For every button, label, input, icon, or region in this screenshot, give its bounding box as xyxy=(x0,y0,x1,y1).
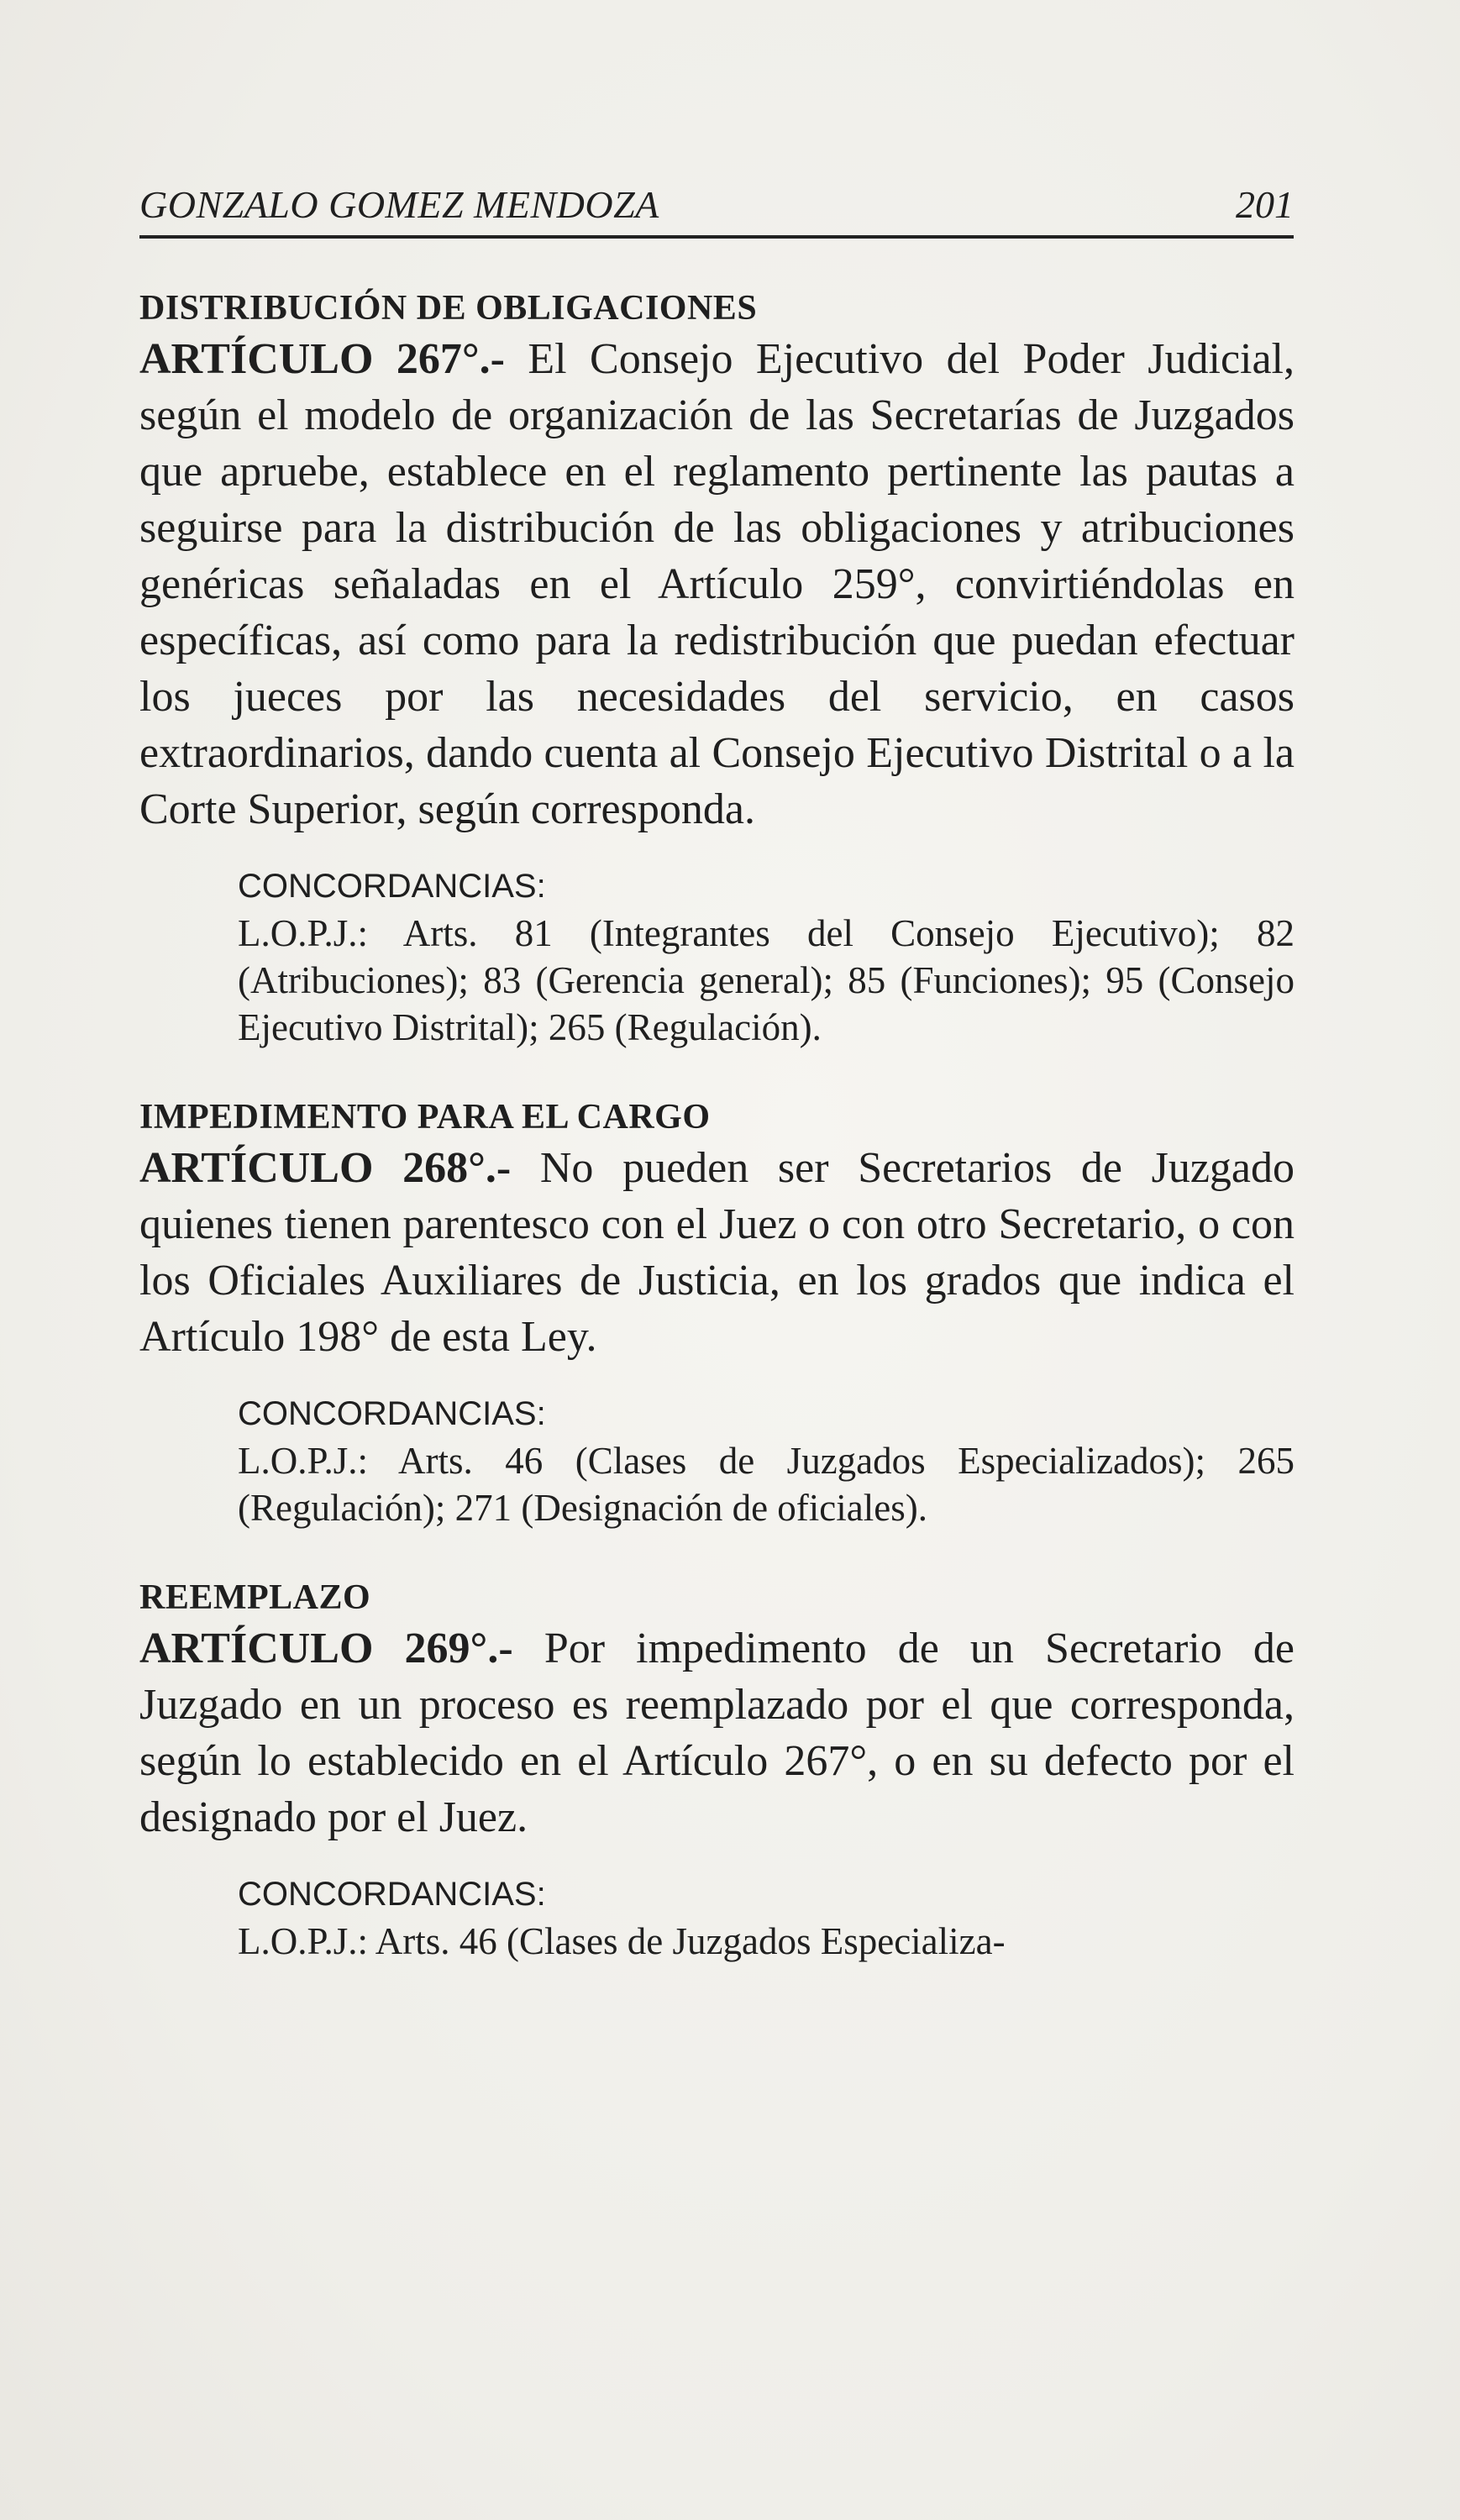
article-268 xyxy=(139,1140,1295,1365)
concordancias-label: CONCORDANCIAS: xyxy=(238,868,546,905)
article-label: ARTÍCULO 268°.- xyxy=(139,1144,512,1192)
article-label: ARTÍCULO 267°.- xyxy=(139,335,505,383)
concordancias-text: L.O.P.J.: Arts. 46 (Clases de Juzgados Especializados); 265 (Regulación); 271 (Designación de oficiales). xyxy=(238,1440,1295,1529)
page-number: 201 xyxy=(1236,183,1294,226)
article-text: Por impedimento de un Secretario de Juzgado en un proceso es reemplazado por el que corresponda, según lo establecido en el Artículo 267°, o en su defecto por el designado por el Juez. xyxy=(139,1625,1295,1841)
page-content xyxy=(139,286,1295,1965)
section-reemplazo xyxy=(139,1575,1295,1965)
section-heading: DISTRIBUCIÓN DE OBLIGACIONES xyxy=(139,289,758,328)
section-heading: IMPEDIMENTO PARA EL CARGO xyxy=(139,1098,711,1137)
article-label: ARTÍCULO 269°.- xyxy=(139,1625,513,1672)
article-text: No pueden ser Secretarios de Juzgado quienes tienen parentesco con el Juez o con otro Secretario, o con los Oficiales Auxiliares de Justicia, en los grados que indica el Artículo 198° de esta Ley. xyxy=(139,1144,1295,1361)
concordancias-block xyxy=(139,863,1295,1051)
concordancias-label: CONCORDANCIAS: xyxy=(238,1395,546,1432)
article-text: El Consejo Ejecutivo del Poder Judicial, según el modelo de organización de las Secretarías de Juzgados que apruebe, establece en el reglamento pertinente las pautas a seguirse para la distribución de las obligaciones y atribuciones genéricas señaladas en el Artículo 259°, convirtiéndolas en específicas, así como para la redistribución que puedan efectuar los jueces por las necesidades del servicio, en casos extraordinarios, dando cuenta al Consejo Ejecutivo Distrital o a la Corte Superior, según corresponda. xyxy=(139,335,1295,833)
concordancias-text: L.O.P.J.: Arts. 81 (Integrantes del Consejo Ejecutivo); 82 (Atribuciones); 83 (Gerencia general); 85 (Funciones); 95 (Consejo Ejecutivo Distrital); 265 (Regulación). xyxy=(238,912,1295,1048)
section-distribucion xyxy=(139,286,1295,1051)
running-header xyxy=(139,166,1294,239)
concordancias-text: L.O.P.J.: Arts. 46 (Clases de Juzgados Especializa- xyxy=(238,1920,1006,1962)
article-269 xyxy=(139,1620,1295,1845)
header-author: GONZALO GOMEZ MENDOZA xyxy=(139,183,659,226)
article-267 xyxy=(139,331,1295,837)
section-heading: REEMPLAZO xyxy=(139,1578,371,1617)
concordancias-label: CONCORDANCIAS: xyxy=(238,1876,546,1913)
section-impedimento xyxy=(139,1095,1295,1531)
concordancias-block xyxy=(139,1871,1295,1965)
concordancias-block xyxy=(139,1390,1295,1531)
